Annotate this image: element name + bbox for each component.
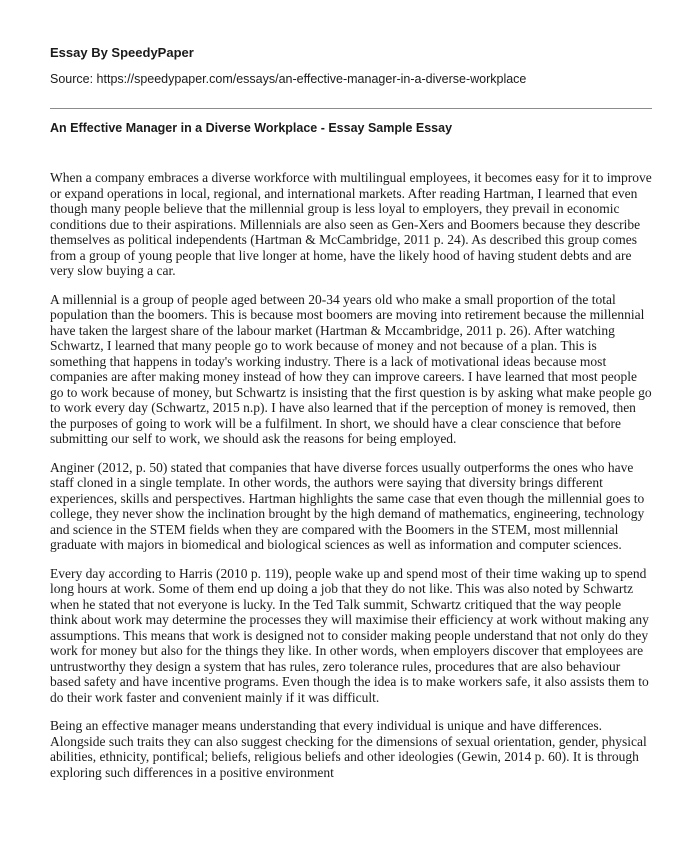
brand-heading: Essay By SpeedyPaper: [50, 45, 194, 60]
header-divider: [50, 108, 652, 109]
paragraph: When a company embraces a diverse workforce with multilingual employees, it becomes easy for it to improve or expand operations in local, regional, and international markets. After reading Hartman, I learned that even though many people believe that the millennial group is less loyal to employers, they prevail in economic conditions due to their aspirations. Millennials are also seen as Gen-Xers and Boomers because they describe themselves as political independents (Hartman & McCambridge, 2011 p. 24). As described this group comes from a group of young people that live longer at home, have the likely hood of having student debts and are very slow buying a car.: [50, 170, 652, 278]
essay-title: An Effective Manager in a Diverse Workplace - Essay Sample Essay: [50, 121, 453, 135]
paragraph: Being an effective manager means understanding that every individual is unique and have differences. Alongside such traits they can also suggest checking for the dimensions of sexual orientation, gender, physical abilities, ethnicity, pontifical; beliefs, religious beliefs and other ideologies (Gewin, 2014 p. 60). It is through exploring such differences in a positive environment: [50, 718, 647, 780]
paragraph: Every day according to Harris (2010 p. 119), people wake up and spend most of their time waking up to spend long hours at work. Some of them end up doing a job that they do not like. This was also noted by Schwartz when he stated that not everyone is lucky. In the Ted Talk summit, Schwartz critiqued that the way people think about work may determine the processes they will maximise their efficiency at work without making any assumptions. This means that work is designed not to consider making people understand that not only do they work for money but also for the things they like. In other words, when employers discover that employees are untrustworthy they design a system that has rules, zero tolerance rules, procedures that are also behaviour based safety and have incentive programs. Even though the idea is to make workers safe, it also assists them to do their work faster and convenient mainly if it was difficult.: [50, 565, 649, 705]
paragraph: Anginer (2012, p. 50) stated that companies that have diverse forces usually outperforms the ones who have staff cloned in a single template. In other words, the authors were saying that diversity brings different experiences, skills and perspectives. Hartman highlights the same case that even though the millennial goes to college, they never show the inclination brought by the high demand of mathematics, engineering, technology and science in the STEM fields when they are compared with the Boomers in the STEM, most millennial graduate with majors in biomedical and biological sciences as well as information and computer sciences.: [50, 459, 645, 552]
paragraph: A millennial is a group of people aged between 20-34 years old who make a small proportion of the total population than the boomers. This is because most boomers are moving into retirement because the millennial have taken the largest share of the labour market (Hartman & Mccambridge, 2011 p. 26). After watching Schwartz, I learned that many people go to work because of money and not because of a plan. This is something that happens in today's working industry. There is a lack of motivational ideas because most companies are after making money instead of how they can improve careers. I have learned that most people go to work because of money, but Schwartz is insisting that the first question is by asking what make people go to work every day (Schwartz, 2015 n.p). I have also learned that if the perception of money is removed, then the purposes of going to work will be a fulfilment. In short, we should have a clear conscience that before submitting our self to work, we should ask the reasons for being employed.: [50, 291, 652, 446]
source-line: Source: https://speedypaper.com/essays/an-effective-manager-in-a-diverse-workplace: [50, 72, 527, 86]
essay-body: [50, 170, 652, 793]
